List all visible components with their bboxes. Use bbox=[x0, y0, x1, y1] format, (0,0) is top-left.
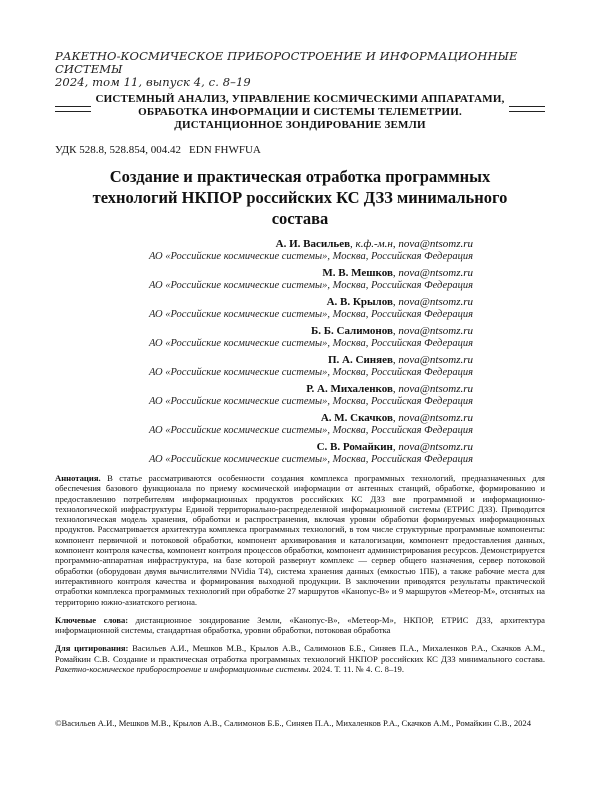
abstract-text: В статье рассматриваются особенности создания комплекса программных технологий, предназначенных для обеспечения базового функционала по приему космической информации от антенных станций, обработке, формированию и предоставлению потребителям информационных продуктов российских КС ДЗЗ вне программной и информационно-технологической инфраструктуры Единой территориально-распределенной информационной системы (ЕТРИС ДЗЗ). Приводится технологическая модель хранения, обработки и распространения, включая уровни обработки формируемых информационных продуктов. Рассматривается архитектура комплекса программных технологий, в том числе структурные программные компоненты: компонент первичной и потоковой обработки, компонент архивирования и каталогизации, компонент предоставления данных, компонент контроля качества, компонент контроля процессов обработки, компонент администрирования ресурсов. Демонстрируется программно-аппаратная инфраструктура, на базе которой развернут комплекс — сервер общего назначения, сервер потоковой обработки (оборудован двумя вычислителями NVidia T4), система хранения данных (емкостью 1ПБ), а также рабочие места для интерактивного контроля качества и формирования выходной продукции. В заключении приводятся результаты практической отработки комплекса программных технологий при обработке 27 маршрутов «Канопус-В» и 9 маршрутов «Метеор-М», отснятых на территорию южно-азиатского региона. bbox=[55, 473, 545, 607]
author-name: А. В. Крылов bbox=[327, 296, 393, 308]
author-name: Б. Б. Салимонов bbox=[311, 325, 393, 337]
keywords-text: дистанционное зондирование Земли, «Канопус-В», «Метеор-М», НКПОР, ЕТРИС ДЗЗ, архитектура информационной системы, стандартная обработка, уровни обработки, потоковая обработка bbox=[55, 615, 545, 635]
author-affiliation: АО «Российские космические системы», Москва, Российская Федерация bbox=[55, 280, 473, 292]
author-affiliation: АО «Российские космические системы», Москва, Российская Федерация bbox=[55, 251, 473, 263]
citation bbox=[55, 643, 545, 674]
section-line-1: СИСТЕМНЫЙ АНАЛИЗ, УПРАВЛЕНИЕ КОСМИЧЕСКИМИ АППАРАТАМИ, bbox=[95, 93, 505, 106]
author-name: М. В. Мешков bbox=[322, 267, 393, 279]
author-email[interactable]: nova@ntsomz.ru bbox=[398, 383, 473, 395]
journal-name: РАКЕТНО-КОСМИЧЕСКОЕ ПРИБОРОСТРОЕНИЕ И ИНФОРМАЦИОННЫЕ СИСТЕМЫ bbox=[55, 50, 545, 76]
author-email[interactable]: nova@ntsomz.ru bbox=[398, 296, 473, 308]
author-name: П. А. Синяев bbox=[328, 354, 393, 366]
citation-text: Васильев А.И., Мешков М.В., Крылов А.В., Салимонов Б.Б., Синяев П.А., Михаленков Р.А., Скачков А.М., Ромайкин С.В. Создание и практическая отработка программных технологий НКПОР российских КС ДЗЗ минимального состава. bbox=[55, 643, 545, 663]
author-affiliation: АО «Российские космические системы», Москва, Российская Федерация bbox=[55, 367, 473, 379]
author-affiliation: АО «Российские космические системы», Москва, Российская Федерация bbox=[55, 396, 473, 408]
author-name: Р. А. Михаленков bbox=[306, 383, 393, 395]
journal-issue: 2024, том 11, выпуск 4, с. 8–19 bbox=[55, 76, 545, 89]
author-block bbox=[55, 412, 473, 437]
section-rule-left bbox=[55, 106, 91, 112]
author-degree: , к.ф.-м.н bbox=[350, 238, 393, 250]
author-block bbox=[55, 267, 473, 292]
author-block bbox=[55, 325, 473, 350]
author-name-line: А. В. Крылов, nova@ntsomz.ru bbox=[55, 296, 473, 309]
author-affiliation: АО «Российские космические системы», Москва, Российская Федерация bbox=[55, 454, 473, 466]
section-line-2: ОБРАБОТКА ИНФОРМАЦИИ И СИСТЕМЫ ТЕЛЕМЕТРИИ. bbox=[95, 106, 505, 119]
author-block bbox=[55, 296, 473, 321]
citation-journal: Ракетно-космическое приборостроение и информационные системы. bbox=[55, 664, 311, 674]
abstract-label: Аннотация. bbox=[55, 473, 101, 483]
article-title: Создание и практическая отработка программных технологий НКПОР российских КС ДЗЗ минимального состава bbox=[85, 166, 515, 229]
author-name: С. В. Ромайкин bbox=[317, 441, 393, 453]
author-affiliation: АО «Российские космические системы», Москва, Российская Федерация bbox=[55, 338, 473, 350]
section-heading bbox=[55, 93, 545, 133]
author-email[interactable]: nova@ntsomz.ru bbox=[398, 354, 473, 366]
author-name-line: С. В. Ромайкин, nova@ntsomz.ru bbox=[55, 441, 473, 454]
author-email[interactable]: nova@ntsomz.ru bbox=[398, 441, 473, 453]
article-page bbox=[55, 50, 545, 674]
author-name-line: П. А. Синяев, nova@ntsomz.ru bbox=[55, 354, 473, 367]
author-affiliation: АО «Российские космические системы», Москва, Российская Федерация bbox=[55, 425, 473, 437]
author-email[interactable]: nova@ntsomz.ru bbox=[398, 238, 473, 250]
author-block bbox=[55, 383, 473, 408]
author-affiliation: АО «Российские космические системы», Москва, Российская Федерация bbox=[55, 309, 473, 321]
keywords bbox=[55, 615, 545, 636]
author-email[interactable]: nova@ntsomz.ru bbox=[398, 412, 473, 424]
author-name-line: Р. А. Михаленков, nova@ntsomz.ru bbox=[55, 383, 473, 396]
author-name-line: Б. Б. Салимонов, nova@ntsomz.ru bbox=[55, 325, 473, 338]
udc-line bbox=[55, 144, 545, 156]
author-email[interactable]: nova@ntsomz.ru bbox=[398, 267, 473, 279]
citation-tail: 2024. Т. 11. № 4. С. 8–19. bbox=[313, 664, 404, 674]
edn-code: EDN FHWFUA bbox=[189, 144, 261, 156]
author-list bbox=[55, 238, 545, 466]
section-line-3: ДИСТАНЦИОННОЕ ЗОНДИРОВАНИЕ ЗЕМЛИ bbox=[95, 119, 505, 132]
udc-code: УДК 528.8, 528.854, 004.42 bbox=[55, 144, 181, 156]
section-rule-right bbox=[509, 106, 545, 112]
abstract bbox=[55, 473, 545, 607]
author-name: А. И. Васильев bbox=[276, 238, 350, 250]
keywords-label: Ключевые слова: bbox=[55, 615, 128, 625]
citation-label: Для цитирования: bbox=[55, 643, 128, 653]
copyright: ©Васильев А.И., Мешков М.В., Крылов А.В., Салимонов Б.Б., Синяев П.А., Михаленков Р.А., Скачков А.М., Ромайкин С.В., 2024 bbox=[55, 718, 545, 728]
author-name: А. М. Скачков bbox=[321, 412, 393, 424]
author-block bbox=[55, 441, 473, 466]
author-name-line: А. М. Скачков, nova@ntsomz.ru bbox=[55, 412, 473, 425]
author-email[interactable]: nova@ntsomz.ru bbox=[398, 325, 473, 337]
author-block bbox=[55, 354, 473, 379]
author-name-line: А. И. Васильев, к.ф.-м.н, nova@ntsomz.ru bbox=[55, 238, 473, 251]
author-name-line: М. В. Мешков, nova@ntsomz.ru bbox=[55, 267, 473, 280]
author-block bbox=[55, 238, 473, 263]
